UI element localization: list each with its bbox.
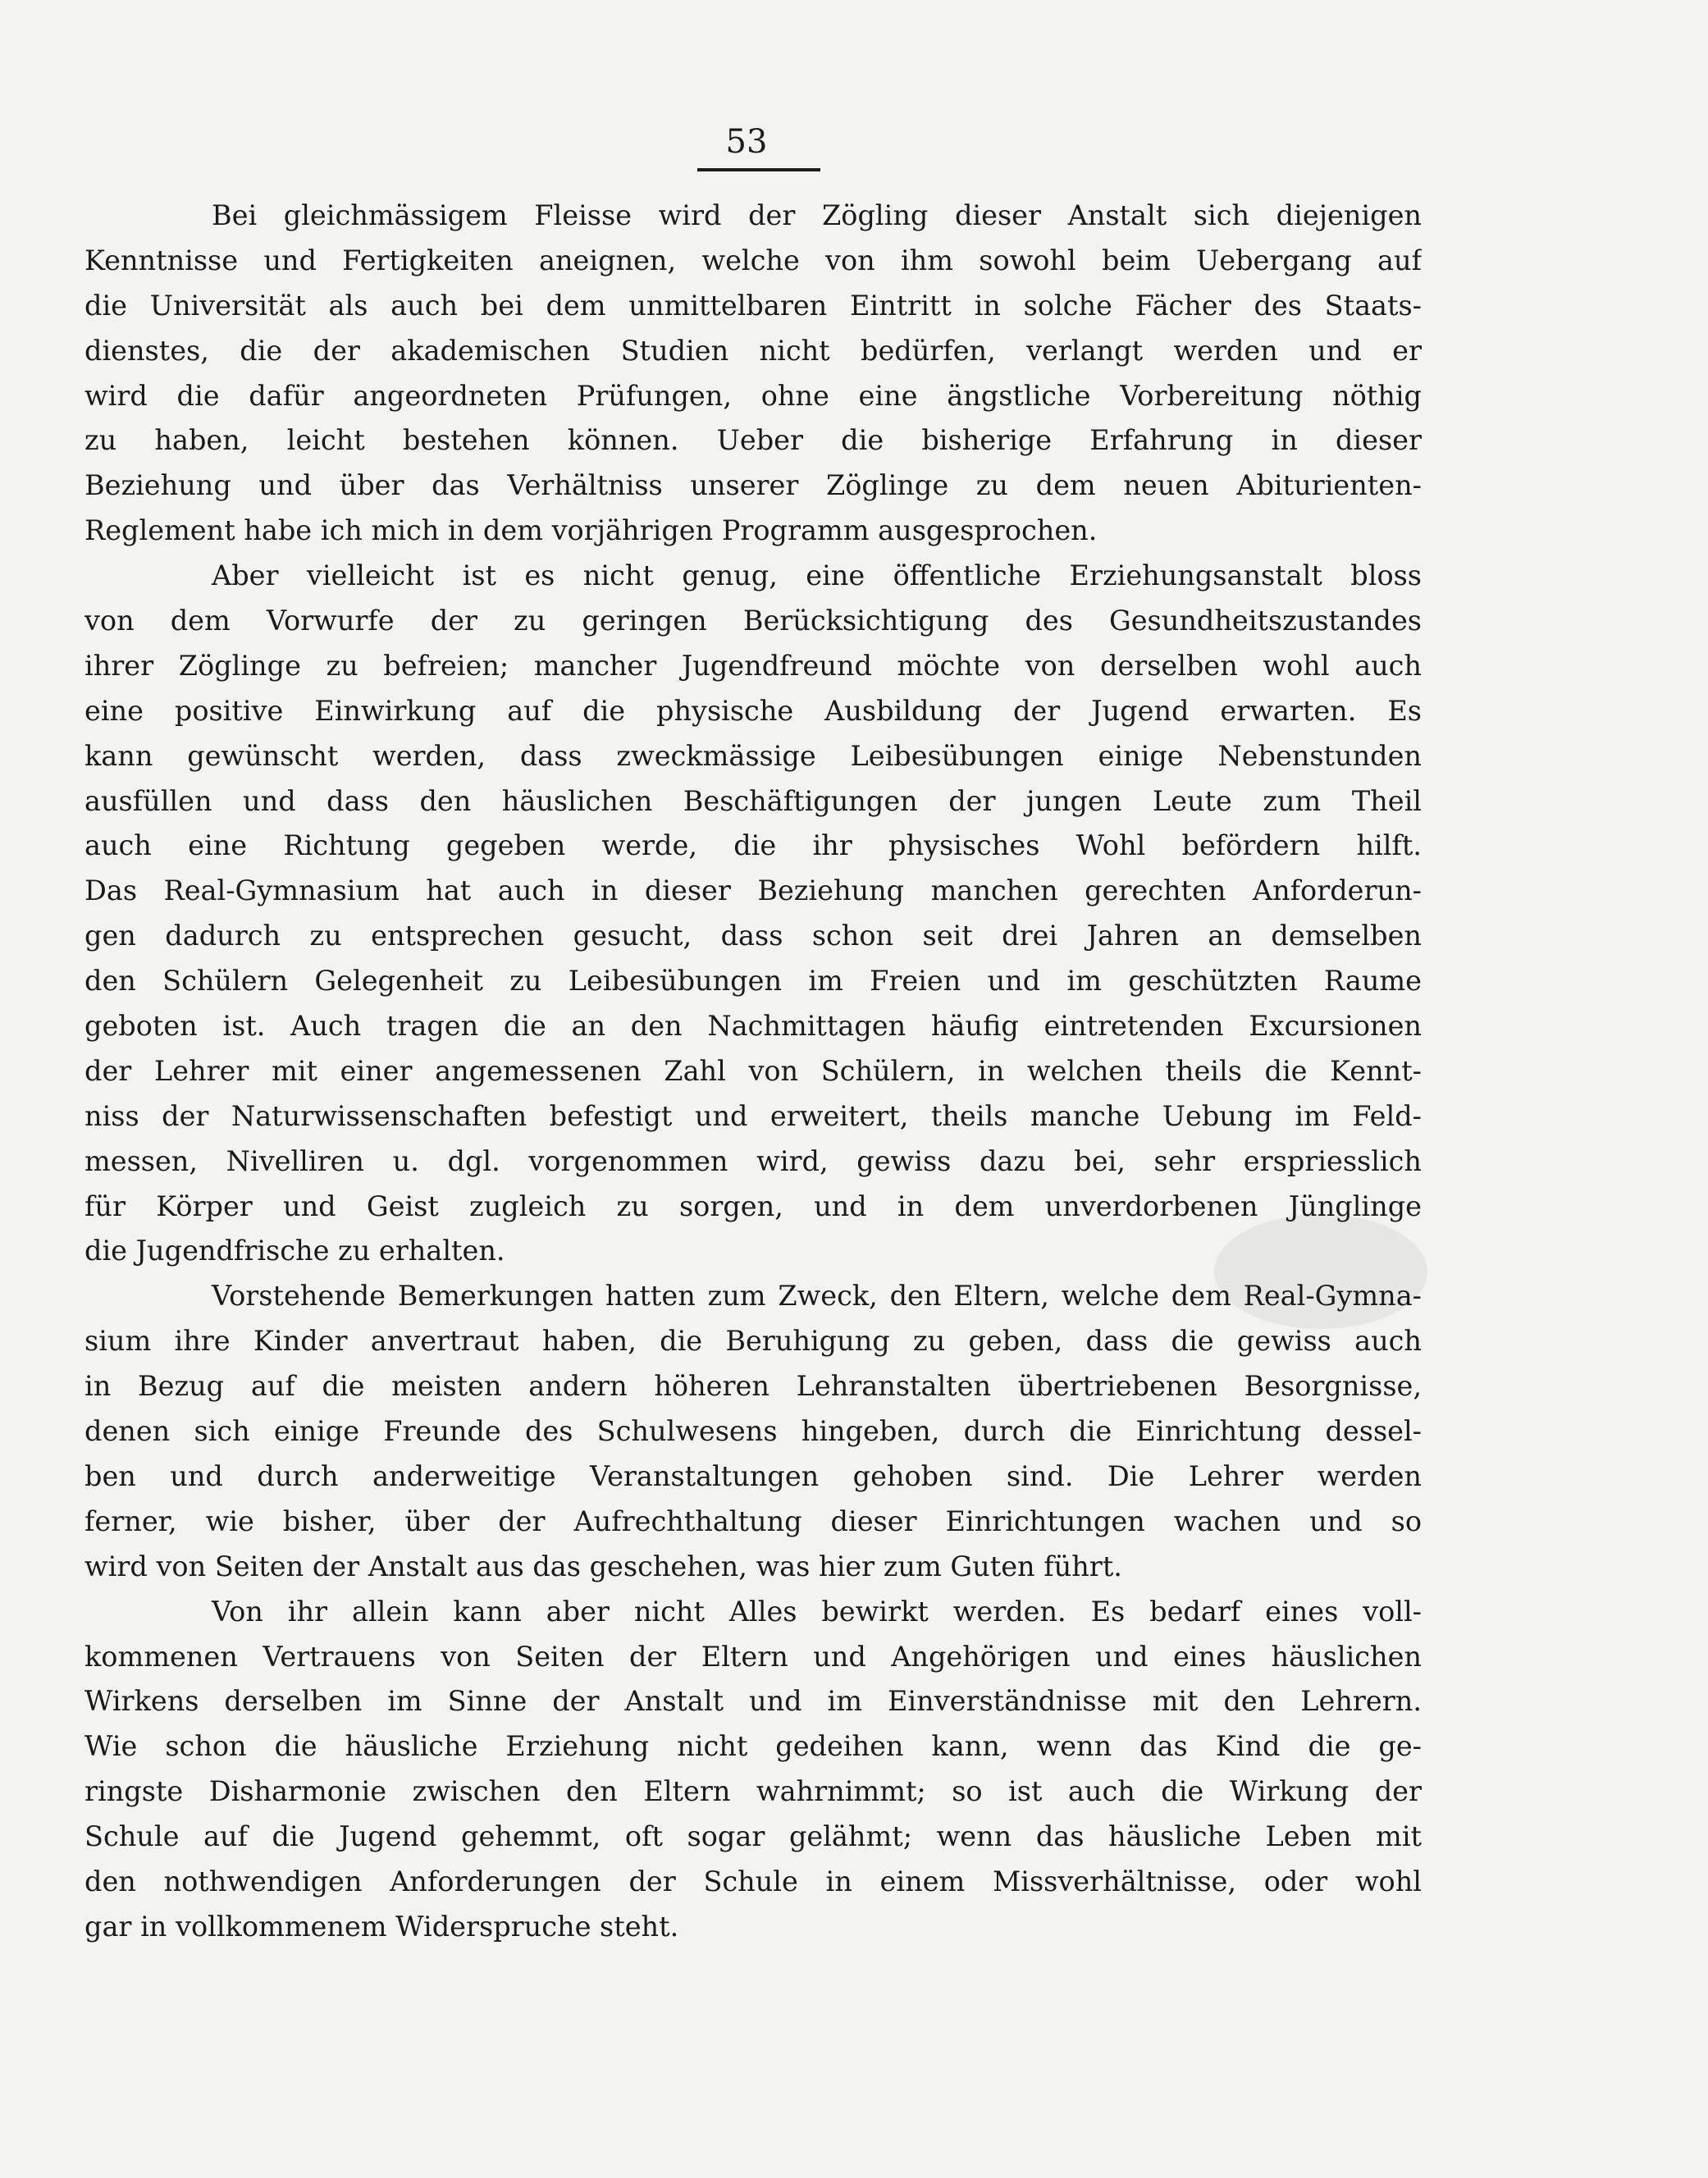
- text-line: Kenntnisse und Fertigkeiten aneignen, welche von ihm sowohl beim Uebergang auf: [84, 244, 1422, 276]
- text-line: Aber vielleicht ist es nicht genug, eine öffentliche Erziehungsanstalt bloss: [212, 559, 1422, 592]
- text-line: den Schülern Gelegenheit zu Leibesübungen im Freien und im geschützten Raume: [84, 965, 1422, 998]
- text-line: sium ihre Kinder anvertraut haben, die Beruhigung zu geben, dass die gewiss auch: [84, 1325, 1422, 1358]
- text-line: die Jugendfrische zu erhalten.: [84, 1235, 505, 1267]
- page-number: 53: [725, 123, 768, 161]
- paragraph: [84, 194, 1422, 554]
- text-line: Bei gleichmässigem Fleisse wird der Zögling dieser Anstalt sich diejenigen: [212, 199, 1422, 231]
- text-line: ringste Disharmonie zwischen den Eltern wahrnimmt; so ist auch die Wirkung der: [84, 1775, 1422, 1808]
- text-line: wird von Seiten der Anstalt aus das geschehen, was hier zum Guten führt.: [84, 1550, 1122, 1582]
- text-line: niss der Naturwissenschaften befestigt und erweitert, theils manche Uebung im Feld-: [84, 1099, 1422, 1132]
- text-line: ben und durch anderweitige Veranstaltungen gehoben sind. Die Lehrer werden: [84, 1459, 1422, 1492]
- text-line: ferner, wie bisher, über der Aufrechthaltung dieser Einrichtungen wachen und so: [84, 1505, 1422, 1537]
- text-line: zu haben, leicht bestehen können. Ueber die bisherige Erfahrung in dieser: [84, 424, 1422, 457]
- text-line: denen sich einige Freunde des Schulwesens hingeben, durch die Einrichtung dessel-: [84, 1415, 1422, 1448]
- text-line: in Bezug auf die meisten andern höheren Lehranstalten übertriebenen Besorgnisse,: [84, 1370, 1422, 1403]
- text-line: Wirkens derselben im Sinne der Anstalt und im Einverständnisse mit den Lehrern.: [84, 1685, 1422, 1718]
- text-line: wird die dafür angeordneten Prüfungen, ohne eine ängstliche Vorbereitung nöthig: [84, 379, 1422, 412]
- text-line: den nothwendigen Anforderungen der Schule in einem Missverhältnisse, oder wohl: [84, 1865, 1422, 1897]
- text-line: Schule auf die Jugend gehemmt, oft sogar gelähmt; wenn das häusliche Leben mit: [84, 1820, 1422, 1853]
- text-line: gen dadurch zu entsprechen gesucht, dass schon seit drei Jahren an demselben: [84, 920, 1422, 952]
- paragraph: [84, 1590, 1422, 1950]
- paragraph: [84, 1274, 1422, 1589]
- text-line: geboten ist. Auch tragen die an den Nachmittagen häufig eintretenden Excursionen: [84, 1010, 1422, 1043]
- header-rule: [697, 168, 820, 171]
- text-line: Beziehung und über das Verhältniss unserer Zöglinge zu dem neuen Abiturienten-: [84, 469, 1422, 502]
- text-line: die Universität als auch bei dem unmittelbaren Eintritt in solche Fächer des Staats-: [84, 289, 1422, 322]
- text-line: ihrer Zöglinge zu befreien; mancher Jugendfreund möchte von derselben wohl auch: [84, 649, 1422, 682]
- text-line: kann gewünscht werden, dass zweckmässige Leibesübungen einige Nebenstunden: [84, 739, 1422, 772]
- text-line: eine positive Einwirkung auf die physische Ausbildung der Jugend erwarten. Es: [84, 694, 1422, 727]
- text-line: dienstes, die der akademischen Studien nicht bedürfen, verlangt werden und er: [84, 334, 1422, 367]
- body-text: [84, 194, 1422, 1950]
- text-line: Von ihr allein kann aber nicht Alles bewirkt werden. Es bedarf eines voll-: [212, 1595, 1422, 1628]
- text-line: messen, Nivelliren u. dgl. vorgenommen wird, gewiss dazu bei, sehr erspriesslich: [84, 1144, 1422, 1177]
- text-line: Vorstehende Bemerkungen hatten zum Zweck, den Eltern, welche dem Real-Gymna-: [212, 1280, 1422, 1313]
- text-line: Reglement habe ich mich in dem vorjährigen Programm ausgesprochen.: [84, 514, 1098, 547]
- text-line: von dem Vorwurfe der zu geringen Berücksichtigung des Gesundheitszustandes: [84, 605, 1422, 637]
- text-line: auch eine Richtung gegeben werde, die ihr physisches Wohl befördern hilft.: [84, 829, 1422, 862]
- text-line: ausfüllen und dass den häuslichen Beschäftigungen der jungen Leute zum Theil: [84, 784, 1422, 817]
- text-line: für Körper und Geist zugleich zu sorgen, und in dem unverdorbenen Jünglinge: [84, 1189, 1422, 1222]
- text-line: Das Real-Gymnasium hat auch in dieser Beziehung manchen gerechten Anforderun-: [84, 874, 1422, 907]
- text-line: gar in vollkommenem Widerspruche steht.: [84, 1910, 679, 1943]
- text-line: kommenen Vertrauens von Seiten der Eltern und Angehörigen und eines häuslichen: [84, 1640, 1422, 1673]
- text-line: der Lehrer mit einer angemessenen Zahl von Schülern, in welchen theils die Kennt-: [84, 1054, 1422, 1087]
- text-line: Wie schon die häusliche Erziehung nicht gedeihen kann, wenn das Kind die ge-: [84, 1730, 1422, 1763]
- paragraph: [84, 554, 1422, 1274]
